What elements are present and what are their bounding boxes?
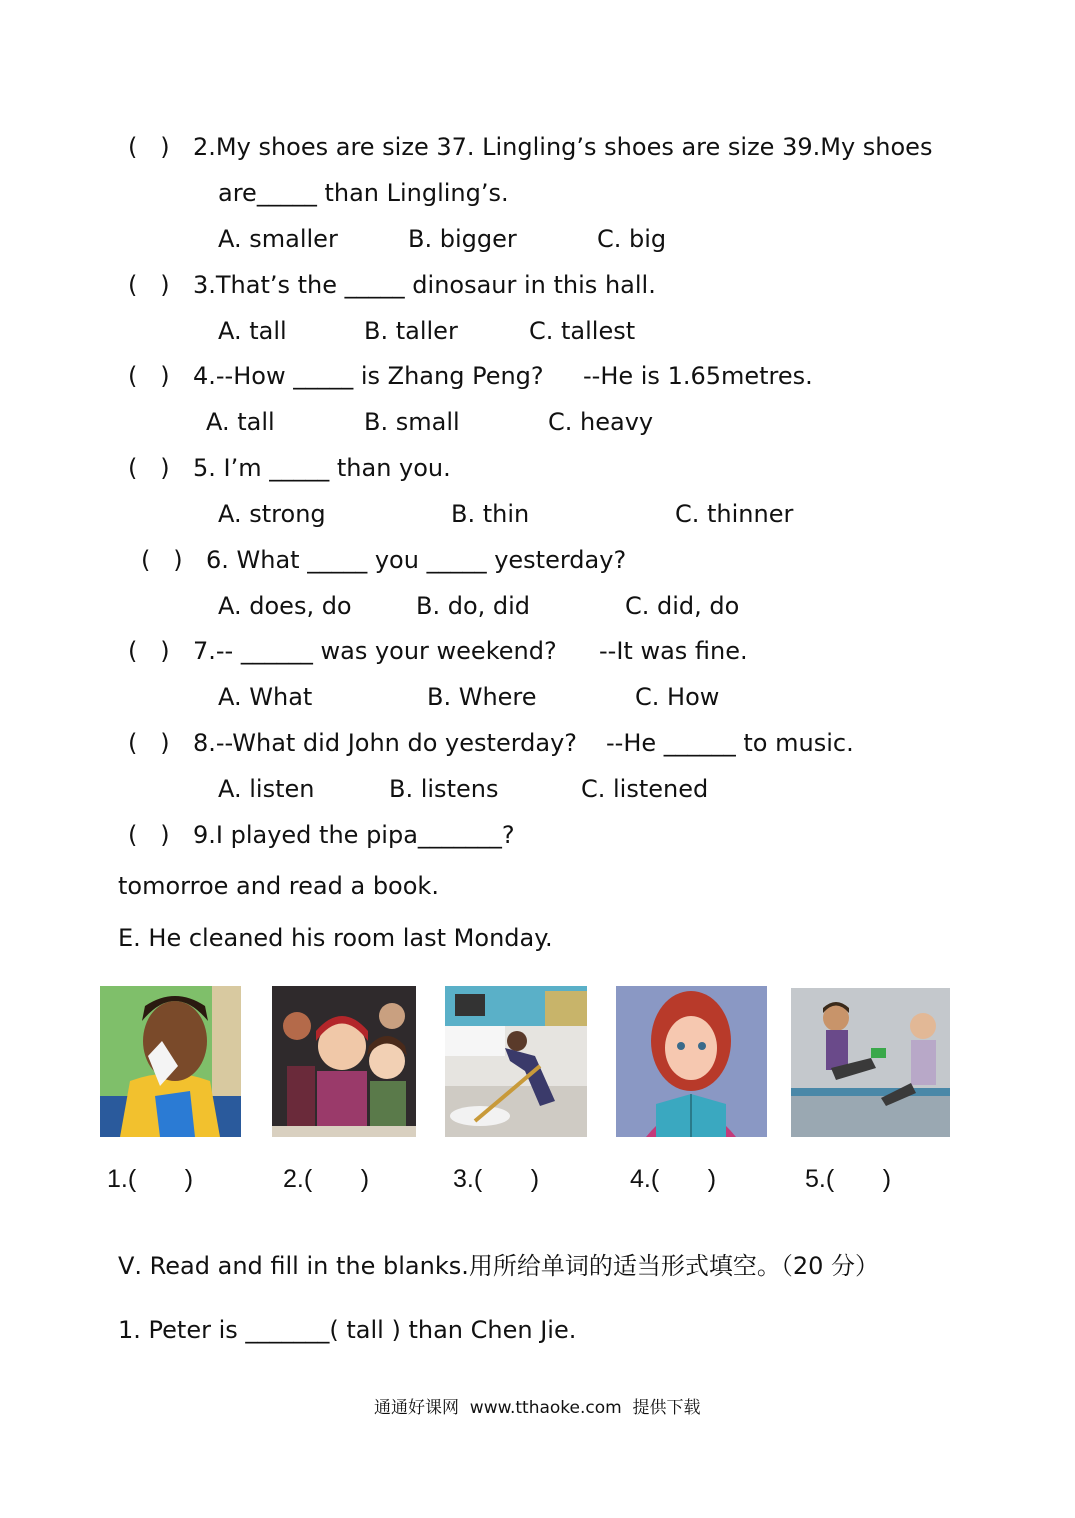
boys-sitting-picture: [791, 988, 950, 1137]
question-7-answer: --It was fine.: [599, 637, 748, 665]
question-6-text: 6. What _____ you _____ yesterday?: [206, 546, 627, 574]
answer-bracket[interactable]: ( ): [128, 637, 170, 665]
option-b: B. Where: [427, 683, 537, 711]
option-a: A. smaller: [218, 225, 338, 253]
question-7-text: 7.-- ______ was your weekend?: [193, 637, 557, 665]
boy-cleaning-floor-picture: [445, 986, 587, 1137]
question-4-text: 4.--How _____ is Zhang Peng?: [193, 362, 544, 390]
answer-bracket[interactable]: ( ): [128, 271, 170, 299]
answer-bracket[interactable]: ( ): [128, 133, 170, 161]
girls-cinema-picture: [272, 986, 416, 1137]
question-2-text: 2.My shoes are size 37. Lingling’s shoes are size 39.My shoes: [193, 133, 933, 161]
picture-label[interactable]: 1.( ): [107, 1165, 194, 1193]
option-a: A. tall: [218, 317, 287, 345]
girl-reading-picture: [616, 986, 767, 1137]
footer-source: 通通好课网 www.tthaoke.com 提供下载: [374, 1398, 701, 1418]
section-v-question-1: 1. Peter is _______( tall ) than Chen Jie.: [118, 1316, 577, 1344]
option-b: B. taller: [364, 317, 458, 345]
answer-bracket[interactable]: ( ): [128, 729, 170, 757]
option-a: A. tall: [206, 408, 275, 436]
answer-bracket[interactable]: ( ): [128, 821, 170, 849]
option-b: B. do, did: [416, 592, 531, 620]
question-8-text: 8.--What did John do yesterday?: [193, 729, 578, 757]
answer-bracket[interactable]: ( ): [128, 362, 170, 390]
question-4-answer: --He is 1.65metres.: [583, 362, 813, 390]
option-c: C. tallest: [529, 317, 636, 345]
option-a: A. does, do: [218, 592, 352, 620]
question-2-text-cont: are_____ than Lingling’s.: [218, 179, 509, 207]
answer-bracket[interactable]: ( ): [141, 546, 183, 574]
section-v-title: Ⅴ. Read and fill in the blanks.用所给单词的适当形式填空。（20 分）: [118, 1252, 880, 1280]
question-8-answer: --He ______ to music.: [606, 729, 854, 757]
question-9-text: 9.I played the pipa_______?: [193, 821, 515, 849]
fragment-line: tomorroe and read a book.: [118, 872, 439, 900]
option-c: C. did, do: [625, 592, 740, 620]
option-a: A. strong: [218, 500, 326, 528]
option-c: C. How: [635, 683, 720, 711]
answer-bracket[interactable]: ( ): [128, 454, 170, 482]
boy-sneezing-picture: [100, 986, 241, 1137]
picture-label[interactable]: 3.( ): [453, 1165, 540, 1193]
picture-label[interactable]: 2.( ): [283, 1165, 370, 1193]
option-a: A. What: [218, 683, 313, 711]
option-c: C. listened: [581, 775, 709, 803]
option-c: C. big: [597, 225, 667, 253]
picture-label[interactable]: 5.( ): [805, 1165, 892, 1193]
option-c: C. heavy: [548, 408, 654, 436]
option-b: B. thin: [451, 500, 530, 528]
question-3-text: 3.That’s the _____ dinosaur in this hall.: [193, 271, 656, 299]
option-b: B. small: [364, 408, 460, 436]
option-a: A. listen: [218, 775, 315, 803]
question-5-text: 5. I’m _____ than you.: [193, 454, 451, 482]
option-b: B. bigger: [408, 225, 517, 253]
picture-label[interactable]: 4.( ): [630, 1165, 717, 1193]
option-c: C. thinner: [675, 500, 794, 528]
sentence-e: E. He cleaned his room last Monday.: [118, 924, 553, 952]
option-b: B. listens: [389, 775, 499, 803]
